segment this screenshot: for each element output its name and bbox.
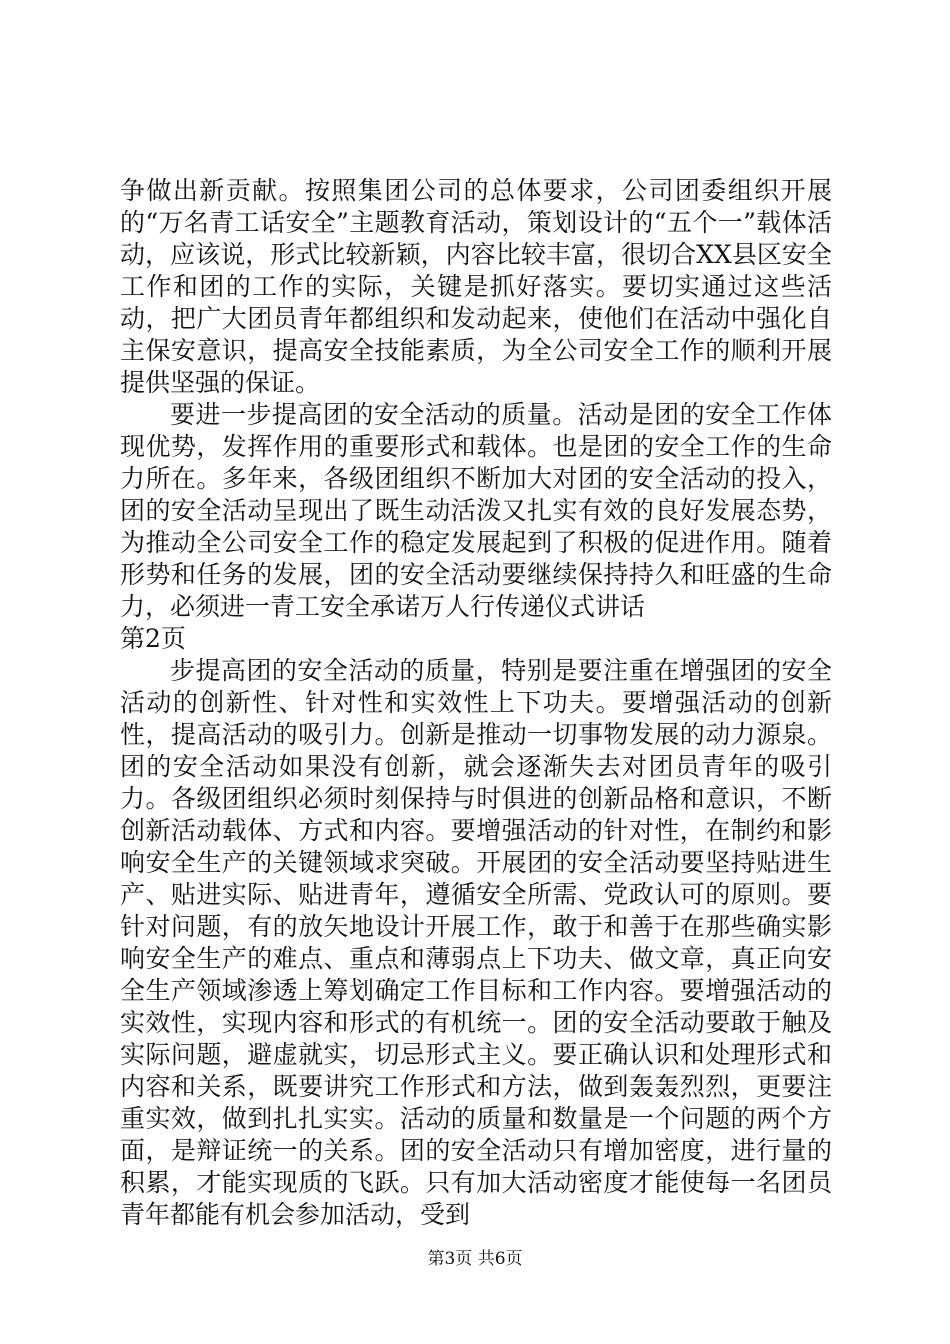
inline-page-marker: 第2页 — [120, 624, 186, 653]
page-footer: 第3页 共6页 — [427, 1249, 523, 1269]
document-body — [120, 175, 832, 1231]
paragraph-2: 要进一步提高团的安全活动的质量。活动是团的安全工作体现优势，发挥作用的重要形式和载体。也是团的安全工作的生命力所在。多年来，各级团组织不断加大对团的安全活动的投入，团的安全活动呈现出了既生动活泼又扎实有效的良好发展态势，为推动全公司安全工作的稳定发展起到了积极的促进作用。随着形势和任务的发展，团的安全活动要继续保持持久和旺盛的生命力，必须进一青工安全承诺万人行传递仪式讲话 — [120, 400, 832, 621]
paragraph-3: 步提高团的安全活动的质量，特别是要注重在增强团的安全活动的创新性、针对性和实效性上下功夫。要增强活动的创新性，提高活动的吸引力。创新是推动一切事物发展的动力源泉。团的安全活动如果没有创新，就会逐渐失去对团员青年的吸引力。各级团组织必须时刻保持与时俱进的创新品格和意识，不断创新活动载体、方式和内容。要增强活动的针对性，在制约和影响安全生产的关键领域求突破。开展团的安全活动要坚持贴进生产、贴进实际、贴进青年，遵循安全所需、党政认可的原则。要针对问题，有的放矢地设计开展工作，敢于和善于在那些确实影响安全生产的难点、重点和薄弱点上下功夫、做文章，真正向安全生产领域渗透上筹划确定工作目标和工作内容。要增强活动的实效性，实现内容和形式的有机统一。团的安全活动要敢于触及实际问题，避虚就实，切忌形式主义。要正确认识和处理形式和内容和关系，既要讲究工作形式和方法，做到轰轰烈烈，更要注重实效，做到扎扎实实。活动的质量和数量是一个问题的两个方面，是辩证统一的关系。团的安全活动只有增加密度，进行量的积累，才能实现质的飞跃。只有加大活动密度才能使每一名团员青年都能有机会参加活动，受到 — [120, 656, 832, 1229]
paragraph-1: 争做出新贡献。按照集团公司的总体要求，公司团委组织开展的“万名青工话安全”主题教育活动，策划设计的“五个一”载体活动，应该说，形式比较新颖，内容比较丰富，很切合XX县区安全工作和团的工作的实际，关键是抓好落实。要切实通过这些活动，把广大团员青年都组织和发动起来，使他们在活动中强化自主保安意识，提高安全技能素质，为全公司安全工作的顺利开展提供坚强的保证。 — [120, 176, 832, 397]
